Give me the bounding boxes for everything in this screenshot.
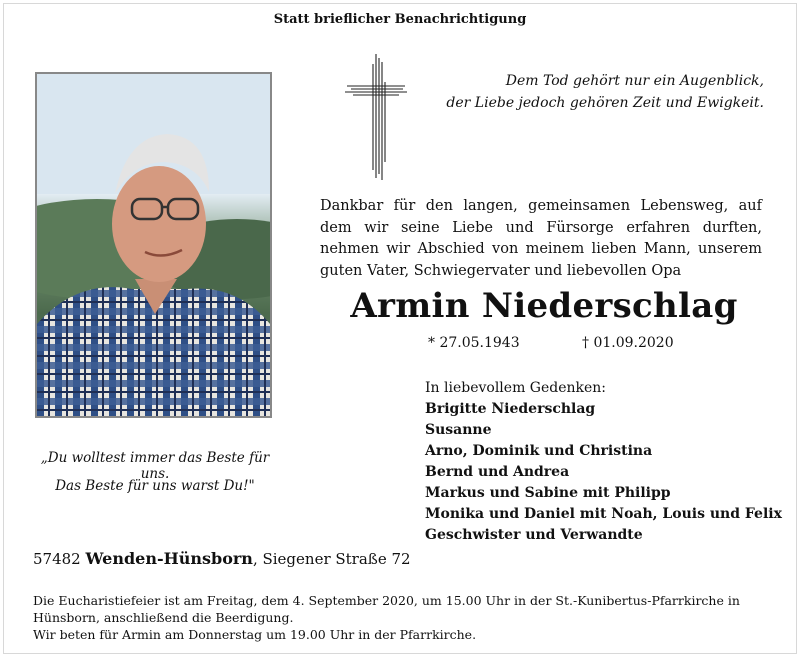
quote-line-2: Das Beste für uns warst Du!"	[55, 478, 255, 494]
death-date: † 01.09.2020	[582, 335, 674, 351]
service-info-line-2: Wir beten für Armin am Donnerstag um 19.00 Uhr in der Pfarrkirche.	[33, 627, 477, 642]
mourner-name: Brigitte Niederschlag	[425, 401, 596, 417]
mourner-name: Markus und Sabine mit Philipp	[425, 485, 671, 501]
mourner-name: Bernd und Andrea	[425, 464, 570, 480]
quote-line-1: „Du wolltest immer das Beste für uns.	[40, 450, 270, 482]
mourner-name: Arno, Dominik und Christina	[425, 443, 653, 459]
birth-date: * 27.05.1943	[428, 335, 520, 351]
cross-icon	[345, 52, 407, 180]
portrait-photo	[35, 72, 272, 418]
address-postcode: 57482	[33, 550, 81, 568]
motto-line-1: Dem Tod gehört nur ein Augenblick,	[505, 73, 764, 89]
memory-label: In liebevollem Gedenken:	[425, 380, 607, 396]
address-street: , Siegener Straße 72	[252, 550, 411, 568]
portrait-illustration	[37, 74, 270, 416]
address	[33, 549, 411, 568]
motto	[446, 70, 764, 114]
mourner-name: Susanne	[425, 422, 492, 438]
mourners-list	[425, 399, 782, 546]
motto-line-2: der Liebe jedoch gehören Zeit und Ewigkeit.	[446, 95, 764, 111]
address-city: Wenden-Hünsborn	[85, 549, 253, 568]
mourner-name: Geschwister und Verwandte	[425, 527, 643, 543]
intro-text: Dankbar für den langen, gemeinsamen Lebensweg, auf dem wir seine Liebe und Fürsorge erfahren durften, nehmen wir Abschied von meinem lieben Mann, unserem guten Vater, Schwiegervater und liebevollen Opa	[320, 198, 762, 279]
mourner-name: Monika und Daniel mit Noah, Louis und Felix	[425, 506, 782, 522]
service-info-line-1: Die Eucharistiefeier ist am Freitag, dem 4. September 2020, um 15.00 Uhr in der St.-Kunibertus-Pfarrkirche in Hünsborn, anschließend die Beerdigung.	[33, 593, 740, 625]
deceased-name: Armin Niederschlag	[350, 286, 738, 326]
notice-header: Statt brieflicher Benachrichtigung	[273, 12, 527, 27]
service-info	[33, 592, 773, 643]
